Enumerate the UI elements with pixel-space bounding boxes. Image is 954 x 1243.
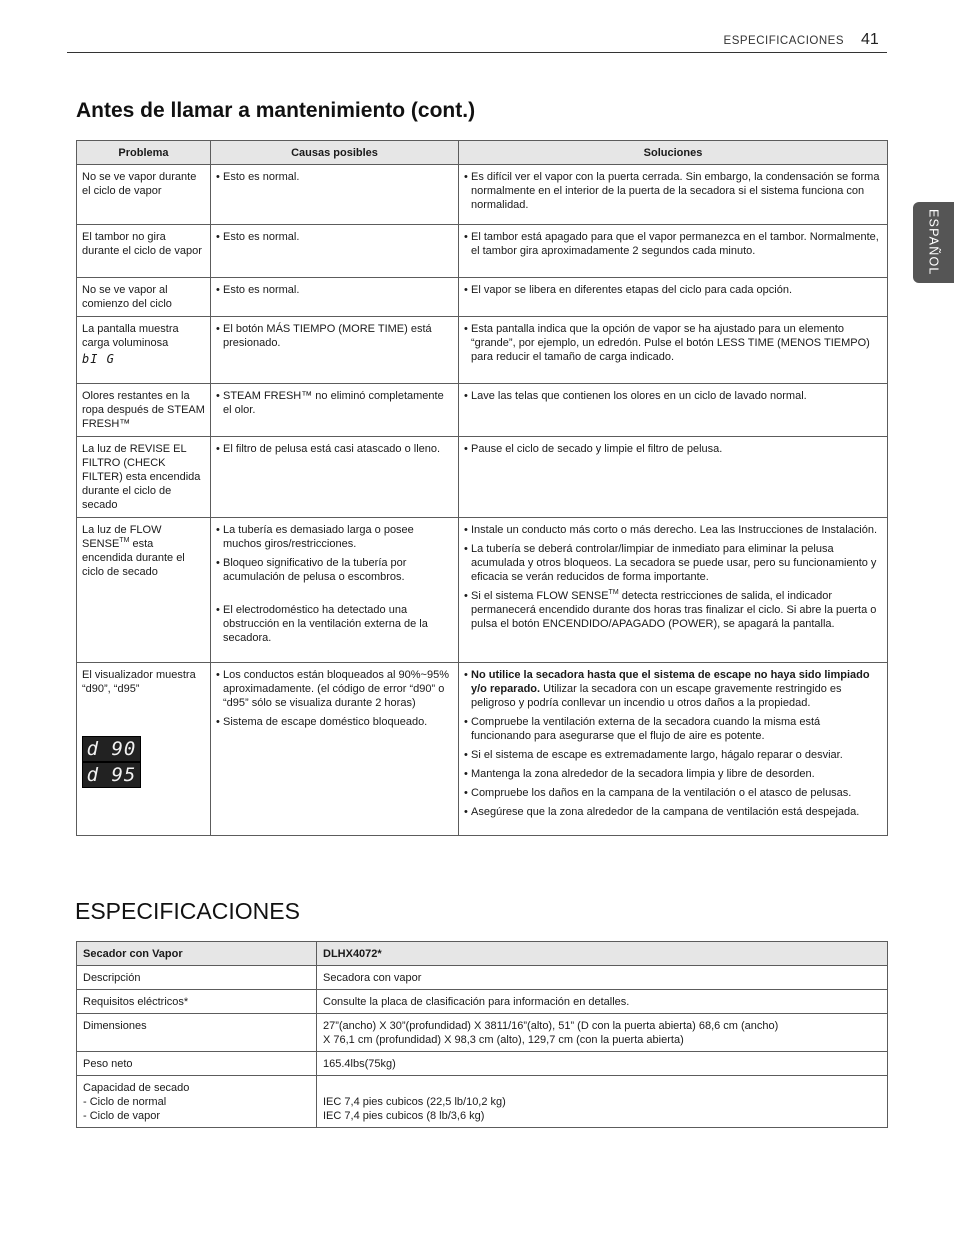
table-row — [77, 225, 888, 278]
spec-header-product: Secador con Vapor — [77, 942, 317, 966]
segment-display-code: bI G — [82, 352, 115, 366]
solutions-cell — [459, 518, 888, 663]
list-item: • Asegúrese que la zona alrededor de la campana de ventilación está despejada. — [464, 805, 882, 819]
list-item — [464, 589, 882, 631]
spacer — [323, 1081, 881, 1095]
spec-label — [77, 1076, 317, 1128]
spec-value-line: IEC 7,4 pies cubicos (22,5 lb/10,2 kg) — [323, 1096, 506, 1108]
list-item: • Esto es normal. — [216, 283, 453, 297]
running-header-section: ESPECIFICACIONES — [723, 35, 844, 47]
problem-text: La luz de FLOW SENSE — [82, 524, 162, 550]
spec-label-line: - Ciclo de normal — [83, 1096, 167, 1108]
spec-value-line: IEC 7,4 pies cubicos (8 lb/3,6 kg) — [323, 1110, 485, 1122]
spec-label: Peso neto — [77, 1052, 317, 1076]
table-row — [77, 990, 888, 1014]
solution-text: detecta restricciones de salida, el indicador permanecerá encendido durante dos horas tras finalizar el ciclo. Si abre la puerta o pulsa el botón ENCENDIDO/APAGADO (POWER), se apagará la pantalla. — [471, 590, 877, 630]
list-item: • El botón MÁS TIEMPO (MORE TIME) está presionado. — [216, 322, 453, 350]
table-row — [77, 437, 888, 518]
list-item: • Instale un conducto más corto o más derecho. Lea las Instrucciones de Instalación. — [464, 523, 882, 537]
column-header-problem: Problema — [77, 141, 211, 165]
spec-value — [317, 1014, 888, 1052]
language-tab-label: ESPAÑOL — [926, 209, 941, 276]
table-header-row — [77, 942, 888, 966]
column-header-causes: Causas posibles — [211, 141, 459, 165]
language-tab — [913, 202, 954, 283]
list-item: • Sistema de escape doméstico bloqueado. — [216, 715, 453, 729]
causes-cell — [211, 225, 459, 278]
error-display-d95: d 95 — [82, 762, 141, 788]
spec-header-model: DLHX4072* — [317, 942, 888, 966]
header-rule — [67, 52, 887, 53]
problem-text: La pantalla muestra carga voluminosa — [82, 323, 179, 349]
spec-value — [317, 1076, 888, 1128]
trademark-superscript: TM — [119, 537, 130, 544]
problem-cell: La luz de REVISE EL FILTRO (CHECK FILTER) esta encendida durante el ciclo de secado — [77, 437, 211, 518]
specifications-title: ESPECIFICACIONES — [75, 898, 300, 924]
spec-value: Consulte la placa de clasificación para información en detalles. — [317, 990, 888, 1014]
troubleshooting-title: Antes de llamar a mantenimiento (cont.) — [76, 99, 476, 122]
spec-value-line: X 76,1 cm (profundidad) X 98,3 cm (alto), 129,7 cm (con la puerta abierta) — [323, 1034, 684, 1046]
table-row — [77, 1052, 888, 1076]
page-number: 41 — [861, 31, 879, 48]
solutions-cell — [459, 437, 888, 518]
list-item: • Lave las telas que contienen los olores en un ciclo de lavado normal. — [464, 389, 882, 403]
solution-text: Si el sistema FLOW SENSE — [471, 590, 609, 602]
problem-text: esta encendida durante el ciclo de secado — [82, 538, 185, 578]
list-item: • Esta pantalla indica que la opción de vapor se ha ajustado para un elemento “grande”, por ejemplo, un edredón. Pulse el botón LESS TIME (MENOS TIEMPO) para reducir el tamaño de carga indicado. — [464, 322, 882, 364]
solutions-cell — [459, 663, 888, 836]
warning-bold-text: No utilice la secadora hasta que el sistema de escape no haya sido limpiado y/o reparado. — [471, 669, 870, 695]
causes-cell — [211, 317, 459, 384]
list-item: • Mantenga la zona alrededor de la secadora limpia y libre de desorden. — [464, 767, 882, 781]
table-row — [77, 1076, 888, 1128]
list-item: • La tubería es demasiado larga o posee muchos giros/restricciones. — [216, 523, 453, 551]
causes-cell — [211, 165, 459, 225]
table-row — [77, 278, 888, 317]
warning-text: Utilizar la secadora con un escape gravemente restringido es peligroso y podría conllevar un incendio u otros daños a la propiedad. — [471, 683, 842, 709]
list-item: • Esto es normal. — [216, 170, 453, 184]
list-item: • Compruebe los daños en la campana de la ventilación o el atasco de pelusas. — [464, 786, 882, 800]
list-item: • Bloqueo significativo de la tubería por acumulación de pelusa o escombros. — [216, 556, 453, 584]
problem-cell: No se ve vapor al comienzo del ciclo — [77, 278, 211, 317]
solutions-cell — [459, 278, 888, 317]
table-row — [77, 384, 888, 437]
solutions-cell — [459, 165, 888, 225]
list-item: • El electrodoméstico ha detectado una obstrucción en la ventilación externa de la secadora. — [216, 603, 453, 645]
trademark-superscript: TM — [608, 589, 619, 596]
spec-label: Descripción — [77, 966, 317, 990]
list-item: • El vapor se libera en diferentes etapas del ciclo para cada opción. — [464, 283, 882, 297]
causes-cell — [211, 437, 459, 518]
table-row — [77, 317, 888, 384]
list-item: • Pause el ciclo de secado y limpie el filtro de pelusa. — [464, 442, 882, 456]
spec-value: 165.4lbs(75kg) — [317, 1052, 888, 1076]
problem-text: El visualizador muestra “d90”, “d95” — [82, 669, 196, 695]
list-item: • STEAM FRESH™ no eliminó completamente el olor. — [216, 389, 453, 417]
problem-cell: El tambor no gira durante el ciclo de vapor — [77, 225, 211, 278]
list-item: • Si el sistema de escape es extremadamente largo, hágalo reparar o desviar. — [464, 748, 882, 762]
table-row — [77, 966, 888, 990]
table-row — [77, 518, 888, 663]
table-header-row — [77, 141, 888, 165]
troubleshooting-table — [76, 140, 888, 836]
problem-cell: No se ve vapor durante el ciclo de vapor — [77, 165, 211, 225]
table-row — [77, 165, 888, 225]
causes-cell — [211, 663, 459, 836]
problem-cell: Olores restantes en la ropa después de STEAM FRESH™ — [77, 384, 211, 437]
problem-cell — [77, 663, 211, 836]
causes-cell — [211, 384, 459, 437]
list-item: • La tubería se deberá controlar/limpiar de inmediato para eliminar la pelusa acumulada y otros bloqueos. La secadora se puede usar, pero su funcionamiento y eficacia se verán reducidos de forma importante. — [464, 542, 882, 584]
list-item: • El filtro de pelusa está casi atascado o lleno. — [216, 442, 453, 456]
list-item: • Esto es normal. — [216, 230, 453, 244]
table-row — [77, 663, 888, 836]
list-item: • El tambor está apagado para que el vapor permanezca en el tambor. Normalmente, el tambor gira aproximadamente 2 segundos cada minuto. — [464, 230, 882, 258]
solutions-cell — [459, 225, 888, 278]
solutions-cell — [459, 384, 888, 437]
spec-label-line: Capacidad de secado — [83, 1082, 190, 1094]
list-item: • Es difícil ver el vapor con la puerta cerrada. Sin embargo, la condensación se forma normalmente en el interior de la puerta de la secadora si el sistema funciona con normalidad. — [464, 170, 882, 212]
causes-cell — [211, 278, 459, 317]
problem-cell — [77, 518, 211, 663]
spec-value-line: 27”(ancho) X 30”(profundidad) X 3811/16”(alto), 51” (D con la puerta abierta) 68,6 cm (ancho) — [323, 1020, 779, 1032]
spec-label: Requisitos eléctricos* — [77, 990, 317, 1014]
solutions-cell — [459, 317, 888, 384]
column-header-solutions: Soluciones — [459, 141, 888, 165]
problem-cell — [77, 317, 211, 384]
specifications-table — [76, 941, 888, 1128]
spec-label-line: - Ciclo de vapor — [83, 1110, 161, 1122]
error-display-d90: d 90 — [82, 736, 141, 762]
list-item: • Los conductos están bloqueados al 90%~95% aproximadamente. (el código de error “d90” o “d95” sólo se visualiza durante 2 horas) — [216, 668, 453, 710]
error-code-displays — [82, 736, 205, 788]
list-item — [464, 668, 882, 710]
spec-label: Dimensiones — [77, 1014, 317, 1052]
list-item: • Compruebe la ventilación externa de la secadora cuando la misma está funcionando para asegurarse que el flujo de aire es potente. — [464, 715, 882, 743]
causes-cell — [211, 518, 459, 663]
table-row — [77, 1014, 888, 1052]
spec-value: Secadora con vapor — [317, 966, 888, 990]
